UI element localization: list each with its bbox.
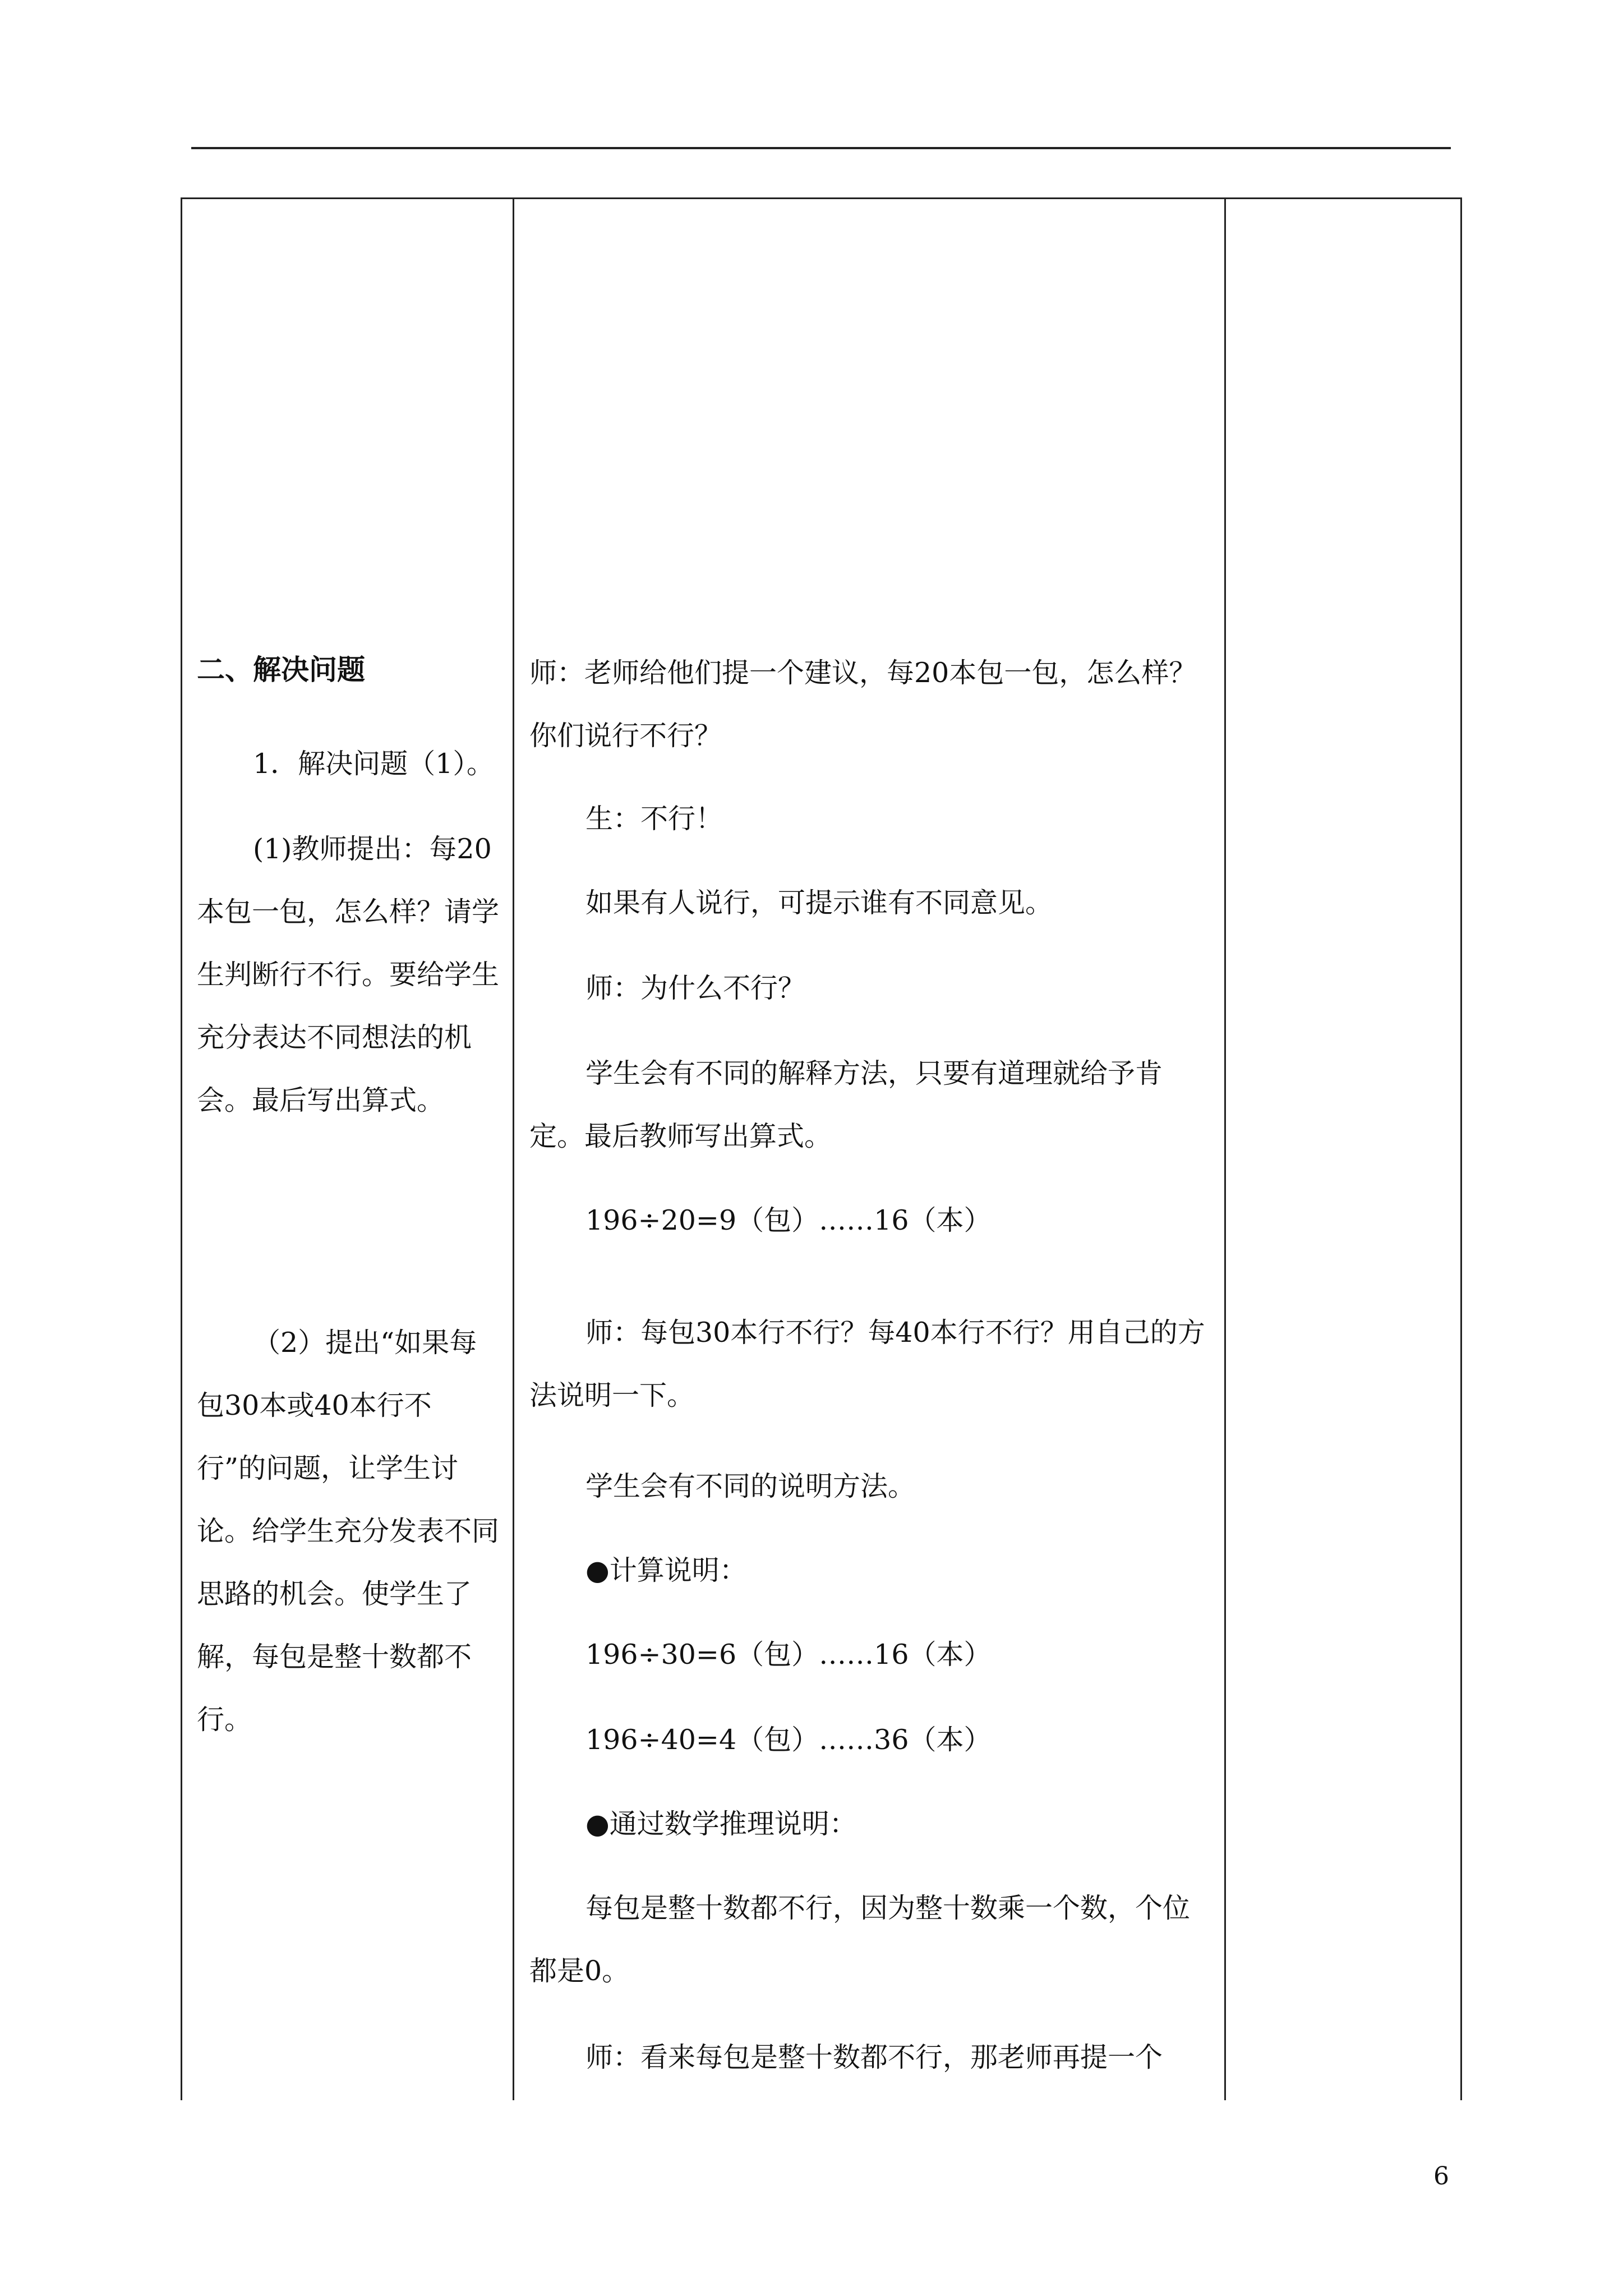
dialog-p2: 生：不行！ bbox=[585, 803, 723, 835]
dialog-p13: 每包是整十数都不行，因为整十数乘一个数，个位都是0。 bbox=[529, 1892, 1191, 1987]
dialog-p4: 师：为什么不行？ bbox=[585, 972, 806, 1004]
table-divider-1 bbox=[513, 197, 514, 2100]
table-top-border bbox=[181, 197, 1461, 199]
table-border-right bbox=[1460, 197, 1462, 2100]
equation-2: 196÷30=6（包）……16（本） bbox=[585, 1639, 992, 1671]
page-number: 6 bbox=[1433, 2162, 1449, 2191]
table-divider-2 bbox=[1224, 197, 1226, 2100]
table-border-left bbox=[181, 197, 182, 2100]
dialog-p1: 师：老师给他们提一个建议，每20本包一包，怎么样？你们说行不行？ bbox=[529, 657, 1197, 752]
header-rule bbox=[191, 147, 1451, 149]
item1-body: (1)教师提出：每20本包一包，怎么样？请学生判断行不行。要给学生充分表达不同想法的机会。最后写出算式。 bbox=[197, 833, 500, 1116]
bullet-calc: ●计算说明： bbox=[585, 1554, 747, 1586]
equation-3: 196÷40=4（包）……36（本） bbox=[585, 1724, 992, 1756]
equation-1: 196÷20=9（包）……16（本） bbox=[585, 1204, 992, 1236]
dialog-p3: 如果有人说行，可提示谁有不同意见。 bbox=[585, 887, 1053, 919]
dialog-p14: 师：看来每包是整十数都不行，那老师再提一个 bbox=[585, 2041, 1163, 2073]
dialog-p8: 学生会有不同的说明方法。 bbox=[585, 1470, 916, 1502]
item2-body: （2）提出“如果每包30本或40本行不行”的问题，让学生讨论。给学生充分发表不同思路的机会。使学生了解，每包是整十数都不行。 bbox=[197, 1327, 500, 1736]
dialog-p7: 师：每包30本行不行？每40本行不行？用自己的方法说明一下。 bbox=[529, 1317, 1205, 1411]
section-title: 二、解决问题 bbox=[197, 653, 365, 686]
item1-title: 1．解决问题（1）。 bbox=[253, 748, 494, 780]
dialog-p5: 学生会有不同的解释方法，只要有道理就给予肯定。最后教师写出算式。 bbox=[529, 1057, 1163, 1152]
bullet-reasoning: ●通过数学推理说明： bbox=[585, 1808, 857, 1840]
